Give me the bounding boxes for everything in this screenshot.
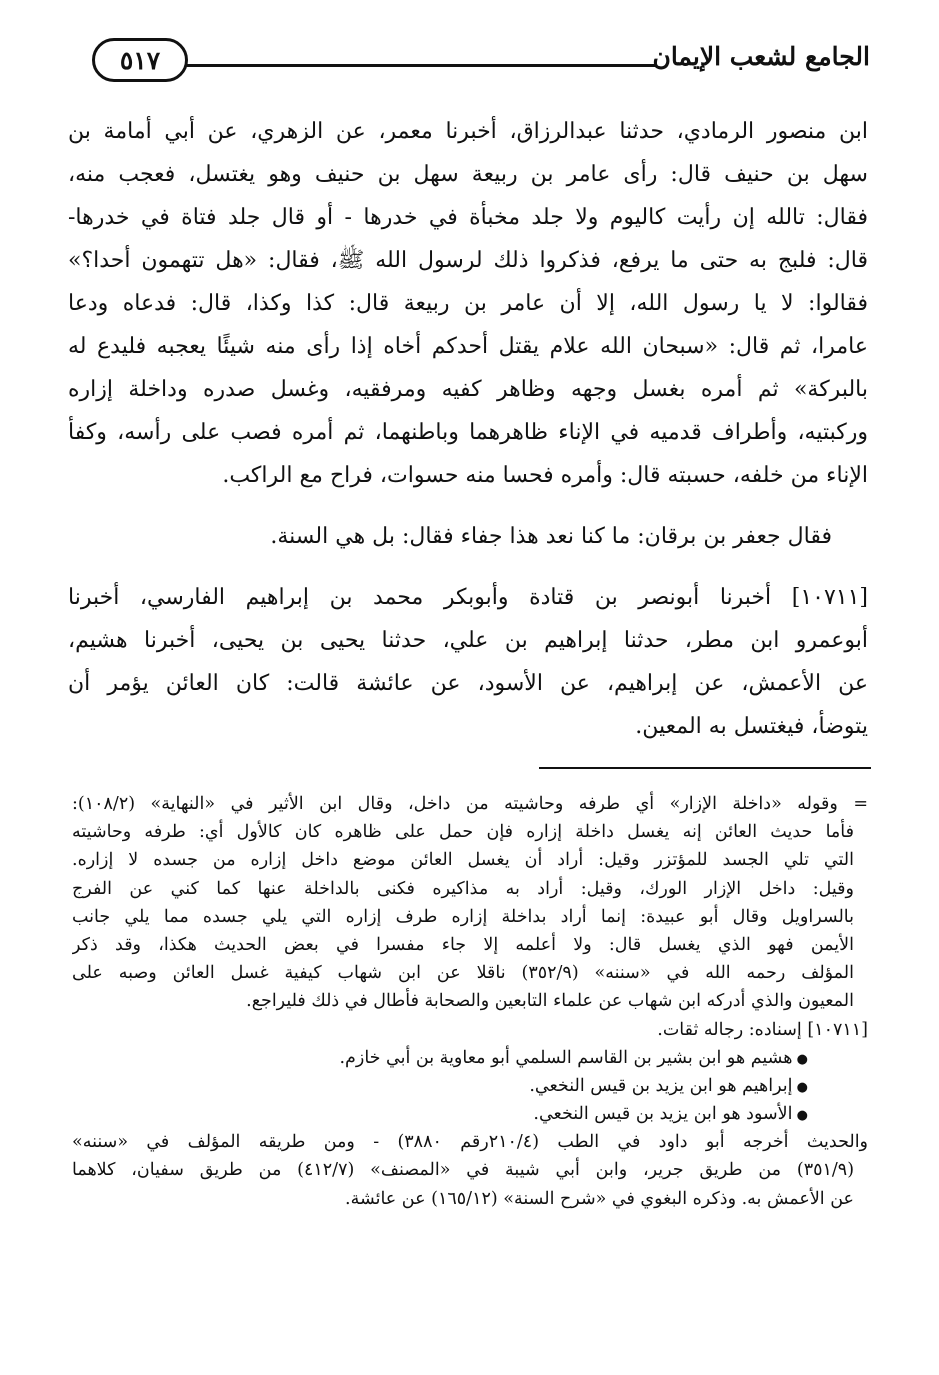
takhrij-line: عن الأعمش به. وذكره البغوي في «شرح السنة» (١٦٥/١٢) عن عائشة. xyxy=(345,1188,854,1209)
footnote-line: التي تلي الجسد للمؤتزر وقيل: أراد أن يغسل العائن موضع داخل إزاره من جسده لا إزاره. xyxy=(72,850,854,871)
main-text xyxy=(68,110,868,748)
footnote-line: المعيون والذي أدركه ابن شهاب عن علماء التابعين والصحابة فأطال في ذلك فليراجع. xyxy=(246,991,854,1012)
header-rule xyxy=(158,64,655,67)
footnote-separator xyxy=(539,767,871,769)
page-header xyxy=(70,34,870,90)
footnotes xyxy=(72,790,868,1213)
page-number: ٥١٧ xyxy=(92,38,188,82)
narrator-note: ● إبراهيم هو ابن يزيد بن قيس النخعي. xyxy=(72,1072,868,1100)
text-line: بالبركة» ثم أمره بغسل وجهه وظاهر كفيه ومرفقيه، وغسل صدره وداخلة إزاره xyxy=(68,377,868,402)
footnote-line: المؤلف رحمه الله في «سننه» (٣٥٢/٩) ناقلا عن ابن شهاب كيفية غسل العائن وصبه على xyxy=(72,963,854,984)
text-line: سهل بن حنيف قال: رأى عامر بن ربيعة سهل بن حنيف وهو يغتسل، فعجب منه، xyxy=(68,162,868,187)
footnote-line: = وقوله «داخلة الإزار» أي طرفه وحاشيته من داخل، وقال ابن الأثير في «النهاية» (١٠٨/٢): xyxy=(72,794,868,814)
footnote-line: الأيمن فهو الذي يغسل قال: ولا أعلمه إلا جاء مفسرا في بعض الحديث هكذا، وقد ذكر xyxy=(72,934,854,955)
narrator-note: ● هشيم هو ابن بشير بن القاسم السلمي أبو معاوية بن أبي خازم. xyxy=(72,1044,868,1072)
hadith-line: أبوعمرو ابن مطر، حدثنا إبراهيم بن علي، حدثنا يحيى بن يحيى، أخبرنا هشيم، xyxy=(68,628,868,653)
narrator-note: ● الأسود هو ابن يزيد بن قيس النخعي. xyxy=(72,1100,868,1128)
footnote-line: بالسراويل وقال أبو عبيدة: إنما أراد بداخلة إزاره طرف إزاره التي يلي جسده مما يلي جانب xyxy=(72,906,854,927)
footnote-line: وقيل: داخل الإزار الورك، وقيل: أراد به مذاكيره فكنى بالداخلة عنها كما كني عن الفرج xyxy=(72,878,854,899)
paragraph-jafar: فقال جعفر بن برقان: ما كنا نعد هذا جفاء فقال: بل هي السنة. xyxy=(270,524,832,549)
text-line: ابن منصور الرمادي، حدثنا عبدالرزاق، أخبرنا معمر، عن الزهري، عن أبي أمامة بن xyxy=(68,119,868,144)
hadith-line: [١٠٧١١] أخبرنا أبونصر بن قتادة وأبوبكر محمد بن إبراهيم الفارسي، أخبرنا xyxy=(68,585,868,610)
isnad-note: [١٠٧١١] إسناده: رجاله ثقات. xyxy=(657,1019,868,1040)
takhrij-line: (٣٥١/٩) من طريق جرير، وابن أبي شيبة في «المصنف» (٤١٢/٧) من طريق سفيان، كلاهما xyxy=(72,1160,855,1181)
footnote-line: فأما حديث العائن إنه يغسل داخلة إزاره فإن حمل على ظاهره كان كالأول أي: طرفه وحاشيته xyxy=(72,822,854,843)
text-line: وركبتيه، وأطراف قدميه في الإناء ظاهرهما وباطنهما، ثم أمره فصب على رأسه، وكفأ xyxy=(68,420,868,445)
takhrij-line: والحديث أخرجه أبو داود في الطب (٢١٠/٤رقم ٣٨٨٠) - ومن طريقه المؤلف في «سننه» xyxy=(72,1132,868,1153)
text-line: فقال: تالله إن رأيت كاليوم ولا جلد مخبأة في خدرها - أو قال جلد فتاة في خدرها- xyxy=(68,205,868,230)
text-line: قال: فلبج به حتى ما يرفع، فذكروا ذلك لرسول الله ﷺ، فقال: «هل تتهمون أحدا؟» xyxy=(68,248,868,273)
text-line: عامرا، ثم قال: «سبحان الله علام يقتل أحدكم أخاه إذا رأى منه شيئًا يعجبه فليدع له xyxy=(68,334,868,359)
text-line: الإناء من خلفه، حسبته قال: وأمره فحسا منه حسوات، فراح مع الراكب. xyxy=(222,463,868,488)
hadith-line: عن الأعمش، عن إبراهيم، عن الأسود، عن عائشة قالت: كان العائن يؤمر أن xyxy=(68,671,868,696)
book-title: الجامع لشعب الإيمان xyxy=(652,42,870,71)
hadith-line: يتوضأ، فيغتسل به المعين. xyxy=(635,714,868,739)
text-line: فقالوا: لا يا رسول الله، إلا أن عامر بن ربيعة قال: كذا وكذا، قال: فدعاه ودعا xyxy=(68,291,868,316)
